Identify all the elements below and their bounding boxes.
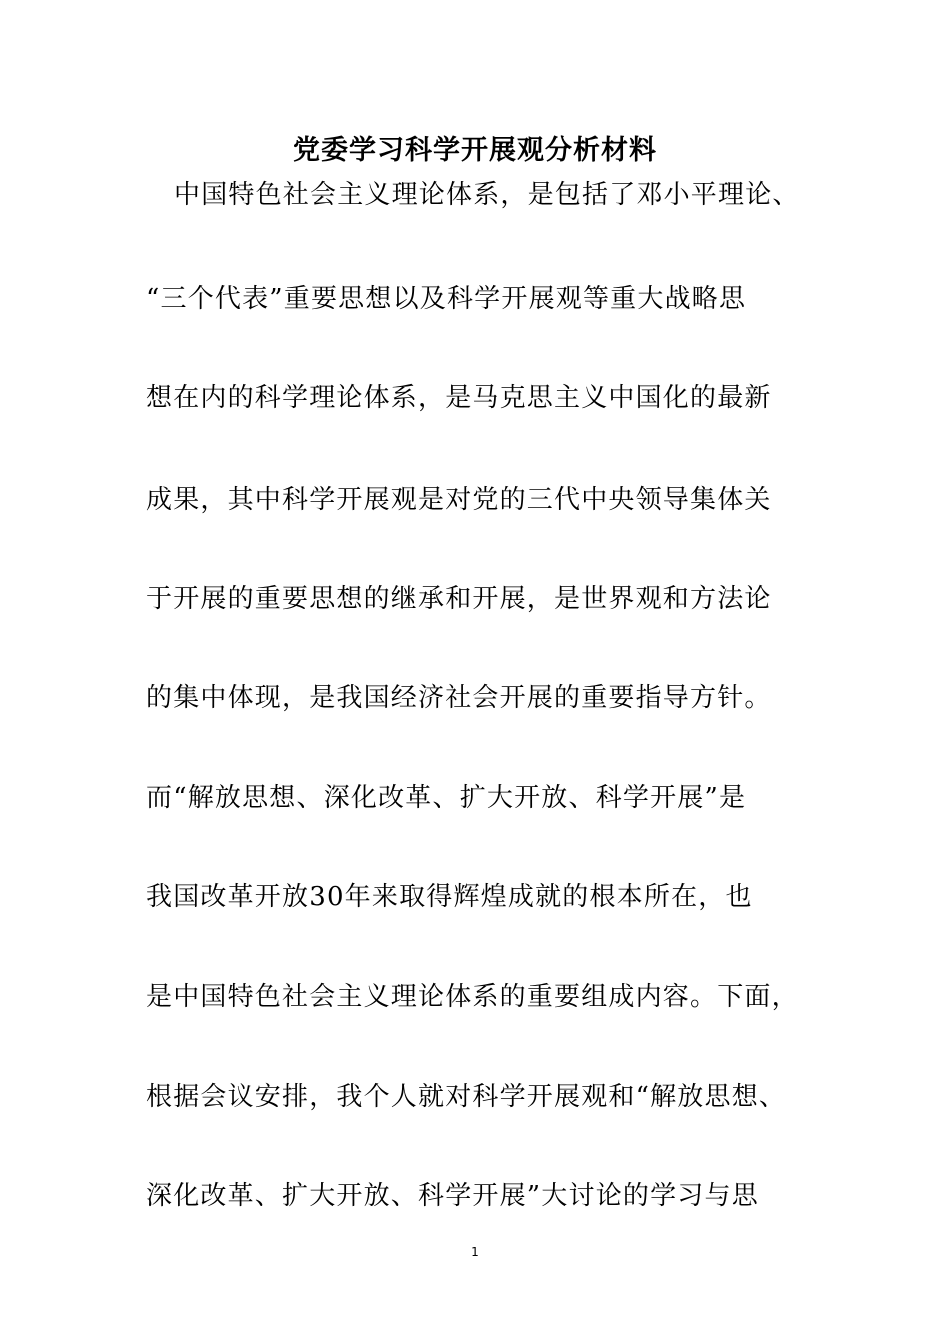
body-line: 于开展的重要思想的继承和开展，是世界观和方法论 (146, 584, 772, 614)
body-line: 根据会议安排，我个人就对科学开展观和“解放思想、 (146, 1082, 787, 1112)
body-line: 成果，其中科学开展观是对党的三代中央领导集体关 (146, 485, 772, 515)
body-line: 想在内的科学理论体系，是马克思主义中国化的最新 (146, 383, 772, 413)
body-line: 的集中体现，是我国经济社会开展的重要指导方针。 (146, 683, 772, 713)
document-title: 党委学习科学开展观分析材料 (293, 135, 657, 166)
body-line: 而“解放思想、深化改革、扩大开放、科学开展”是 (146, 783, 747, 813)
body-line: 中国特色社会主义理论体系，是包括了邓小平理论、 (174, 180, 800, 210)
body-line: 是中国特色社会主义理论体系的重要组成内容。下面， (146, 982, 799, 1012)
body-line: 我国改革开放30年来取得辉煌成就的根本所在，也 (146, 882, 753, 912)
body-line: 深化改革、扩大开放、科学开展”大讨论的学习与思 (146, 1181, 759, 1211)
body-line: “三个代表”重要思想以及科学开展观等重大战略思 (146, 284, 747, 314)
page-number: 1 (471, 1245, 479, 1259)
